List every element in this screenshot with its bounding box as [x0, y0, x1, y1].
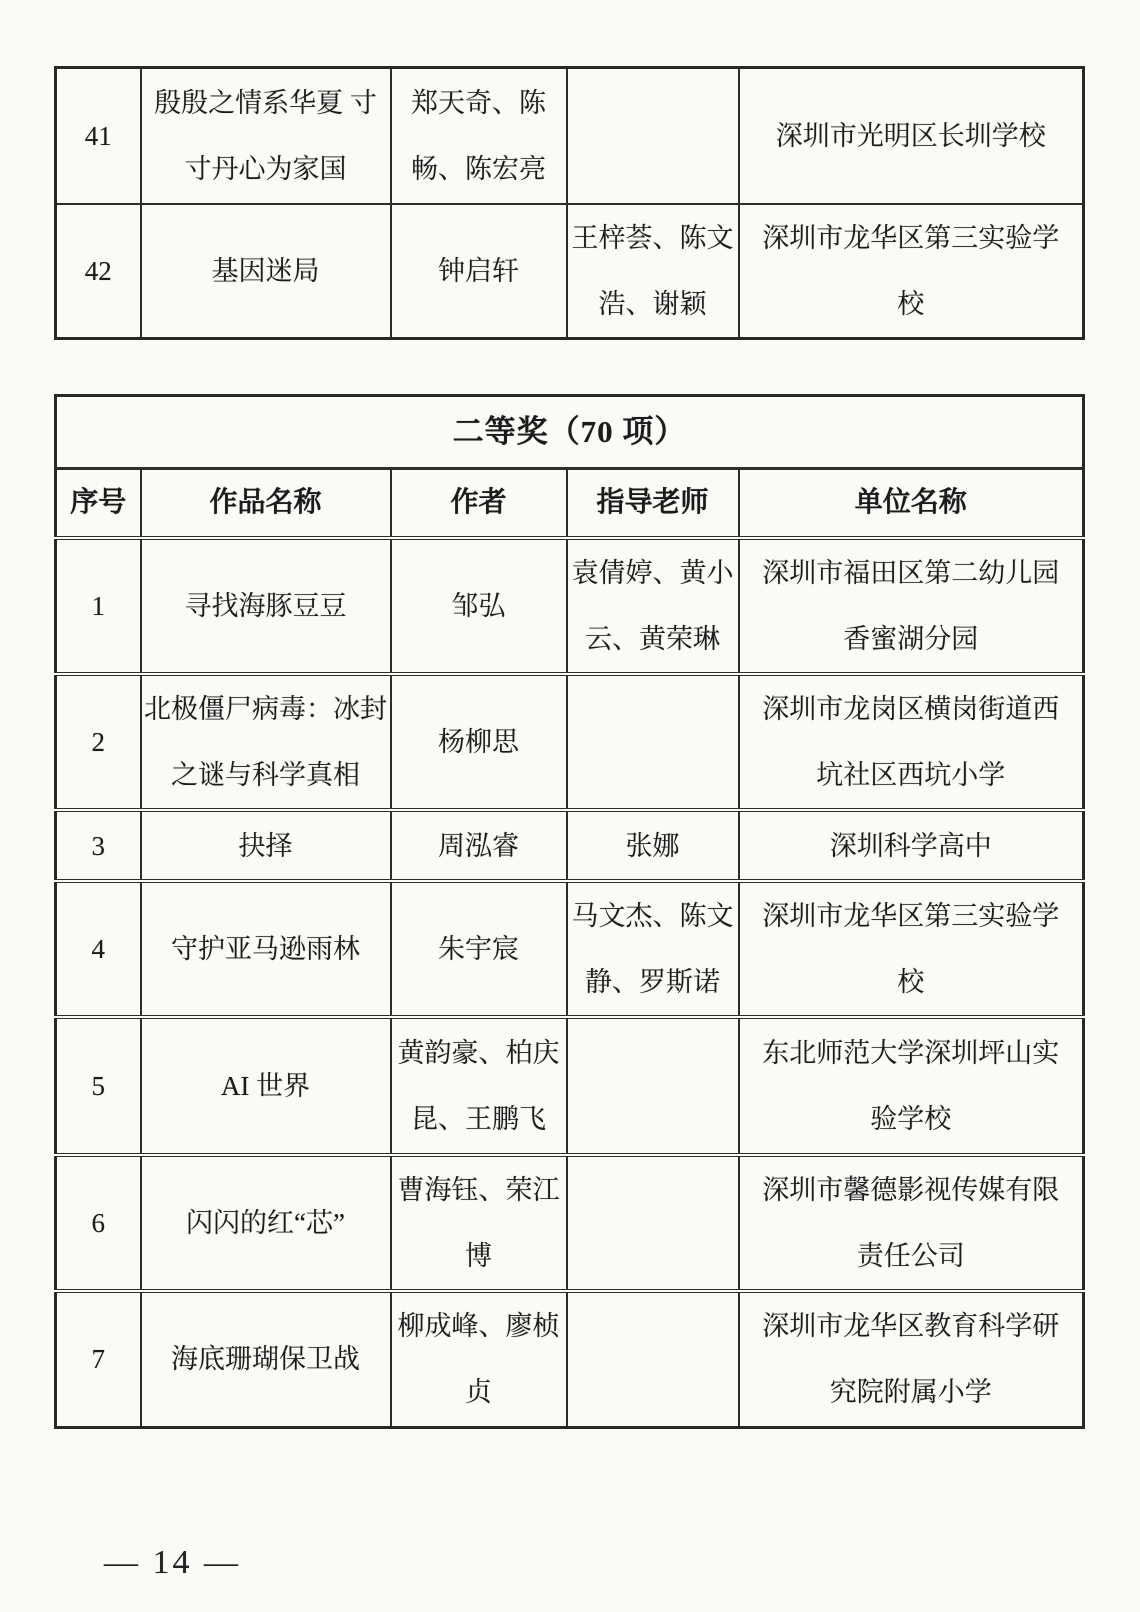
table-row: [56, 1017, 1084, 1155]
authors-cell: 曹海钰、荣江博: [391, 1155, 567, 1291]
column-header-organization: 单位名称: [739, 469, 1084, 539]
row-number-cell: 6: [56, 1155, 141, 1291]
organization-cell: 深圳科学高中: [739, 810, 1084, 881]
authors-cell: 钟启轩: [391, 204, 567, 339]
work-title-cell: 海底珊瑚保卫战: [141, 1291, 391, 1427]
teachers-cell: 袁倩婷、黄小云、黄荣琳: [567, 538, 739, 674]
teachers-cell: 张娜: [567, 810, 739, 881]
row-number-cell: 41: [56, 68, 141, 204]
authors-cell: 朱宇宸: [391, 881, 567, 1017]
organization-cell: 东北师范大学深圳坪山实验学校: [739, 1017, 1084, 1155]
teachers-cell: [567, 1291, 739, 1427]
teachers-cell: [567, 674, 739, 810]
teachers-cell: [567, 68, 739, 204]
teachers-cell: 王梓荟、陈文浩、谢颖: [567, 204, 739, 339]
table-row: [56, 204, 1084, 339]
work-title-cell: 基因迷局: [141, 204, 391, 339]
organization-cell: 深圳市龙华区教育科学研究院附属小学: [739, 1291, 1084, 1427]
row-number-cell: 5: [56, 1017, 141, 1155]
work-title-cell: 北极僵尸病毒：冰封之谜与科学真相: [141, 674, 391, 810]
authors-cell: 柳成峰、廖桢贞: [391, 1291, 567, 1427]
table-row: [56, 1155, 1084, 1291]
organization-cell: 深圳市光明区长圳学校: [739, 68, 1084, 204]
row-number-cell: 42: [56, 204, 141, 339]
column-header-authors: 作者: [391, 469, 567, 539]
award-tier-title: 二等奖（70 项）: [56, 396, 1084, 469]
organization-cell: 深圳市龙岗区横岗街道西坑社区西坑小学: [739, 674, 1084, 810]
column-header-no: 序号: [56, 469, 141, 539]
table-row: [56, 810, 1084, 881]
table-row: [56, 68, 1084, 204]
row-number-cell: 1: [56, 538, 141, 674]
work-title-cell: 抉择: [141, 810, 391, 881]
organization-cell: 深圳市馨德影视传媒有限责任公司: [739, 1155, 1084, 1291]
work-title-cell: 闪闪的红“芯”: [141, 1155, 391, 1291]
table-header-row: [56, 469, 1084, 539]
table-row: [56, 674, 1084, 810]
authors-cell: 周泓睿: [391, 810, 567, 881]
authors-cell: 邹弘: [391, 538, 567, 674]
row-number-cell: 3: [56, 810, 141, 881]
work-title-cell: 殷殷之情系华夏 寸寸丹心为家国: [141, 68, 391, 204]
teachers-cell: [567, 1155, 739, 1291]
work-title-cell: AI 世界: [141, 1017, 391, 1155]
row-number-cell: 4: [56, 881, 141, 1017]
row-number-cell: 7: [56, 1291, 141, 1427]
teachers-cell: [567, 1017, 739, 1155]
table-title-row: [56, 396, 1084, 469]
awards-table-continued: [54, 66, 1085, 340]
authors-cell: 杨柳思: [391, 674, 567, 810]
work-title-cell: 寻找海豚豆豆: [141, 538, 391, 674]
organization-cell: 深圳市龙华区第三实验学校: [739, 881, 1084, 1017]
authors-cell: 黄韵豪、柏庆昆、王鹏飞: [391, 1017, 567, 1155]
organization-cell: 深圳市龙华区第三实验学校: [739, 204, 1084, 339]
second-prize-awards-table: [54, 394, 1085, 1429]
column-header-teachers: 指导老师: [567, 469, 739, 539]
row-number-cell: 2: [56, 674, 141, 810]
authors-cell: 郑天奇、陈畅、陈宏亮: [391, 68, 567, 204]
table-row: [56, 881, 1084, 1017]
organization-cell: 深圳市福田区第二幼儿园香蜜湖分园: [739, 538, 1084, 674]
teachers-cell: 马文杰、陈文静、罗斯诺: [567, 881, 739, 1017]
column-header-work-title: 作品名称: [141, 469, 391, 539]
page-number: — 14 —: [104, 1544, 241, 1581]
table-row: [56, 538, 1084, 674]
work-title-cell: 守护亚马逊雨林: [141, 881, 391, 1017]
table-row: [56, 1291, 1084, 1427]
